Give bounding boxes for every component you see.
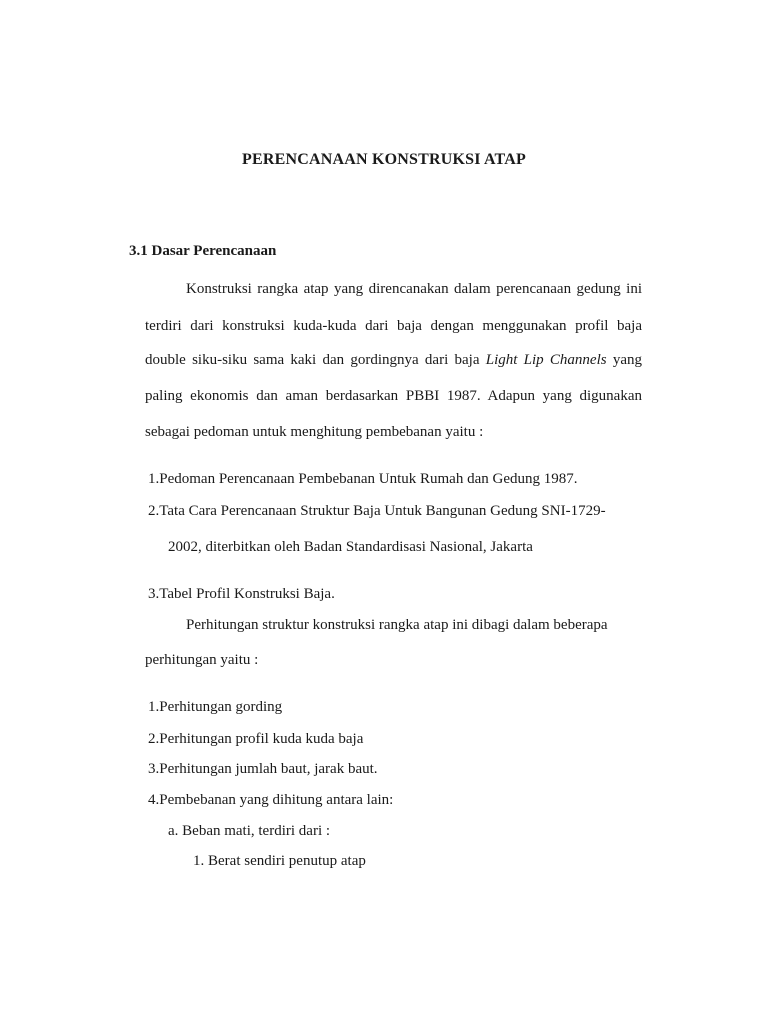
calculation-item-1: 1.Perhitungan gording bbox=[148, 699, 283, 715]
calculation-item-4: 4.Pembebanan yang dihitung antara lain: bbox=[148, 792, 394, 808]
paragraph-2-line-2: perhitungan yaitu : bbox=[145, 652, 259, 668]
reference-item-1: 1.Pedoman Perencanaan Pembebanan Untuk Rumah dan Gedung 1987. bbox=[148, 471, 578, 487]
reference-item-2-continued: 2002, diterbitkan oleh Badan Standardisasi Nasional, Jakarta bbox=[168, 539, 533, 555]
paragraph-1-line-3 bbox=[145, 351, 642, 369]
reference-item-3: 3.Tabel Profil Konstruksi Baja. bbox=[148, 586, 335, 602]
section-heading: 3.1 Dasar Perencanaan bbox=[129, 243, 277, 259]
italic-term: Light Lip Channels bbox=[485, 352, 607, 368]
reference-item-2: 2.Tata Cara Perencanaan Struktur Baja Untuk Bangunan Gedung SNI-1729- bbox=[148, 503, 606, 519]
page-title: PERENCANAAN KONSTRUKSI ATAP bbox=[242, 151, 526, 168]
calculation-item-2: 2.Perhitungan profil kuda kuda baja bbox=[148, 731, 364, 747]
paragraph-1-line-3-part-b: yang bbox=[606, 352, 642, 368]
paragraph-1-line-2: terdiri dari konstruksi kuda-kuda dari baja dengan menggunakan profil baja bbox=[145, 318, 642, 334]
paragraph-2-line-1: Perhitungan struktur konstruksi rangka atap ini dibagi dalam beberapa bbox=[186, 617, 608, 633]
sub-item-a: a. Beban mati, terdiri dari : bbox=[168, 823, 331, 839]
paragraph-1-line-1: Konstruksi rangka atap yang direncanakan dalam perencanaan gedung ini bbox=[186, 281, 642, 297]
paragraph-1-line-3-part-a: double siku-siku sama kaki dan gordingnya dari baja bbox=[145, 352, 486, 368]
paragraph-1-line-5: sebagai pedoman untuk menghitung pembebanan yaitu : bbox=[145, 424, 484, 440]
calculation-item-3: 3.Perhitungan jumlah baut, jarak baut. bbox=[148, 761, 378, 777]
paragraph-1-line-4: paling ekonomis dan aman berdasarkan PBBI 1987. Adapun yang digunakan bbox=[145, 388, 642, 404]
sub-sub-item-1: 1. Berat sendiri penutup atap bbox=[193, 853, 366, 869]
